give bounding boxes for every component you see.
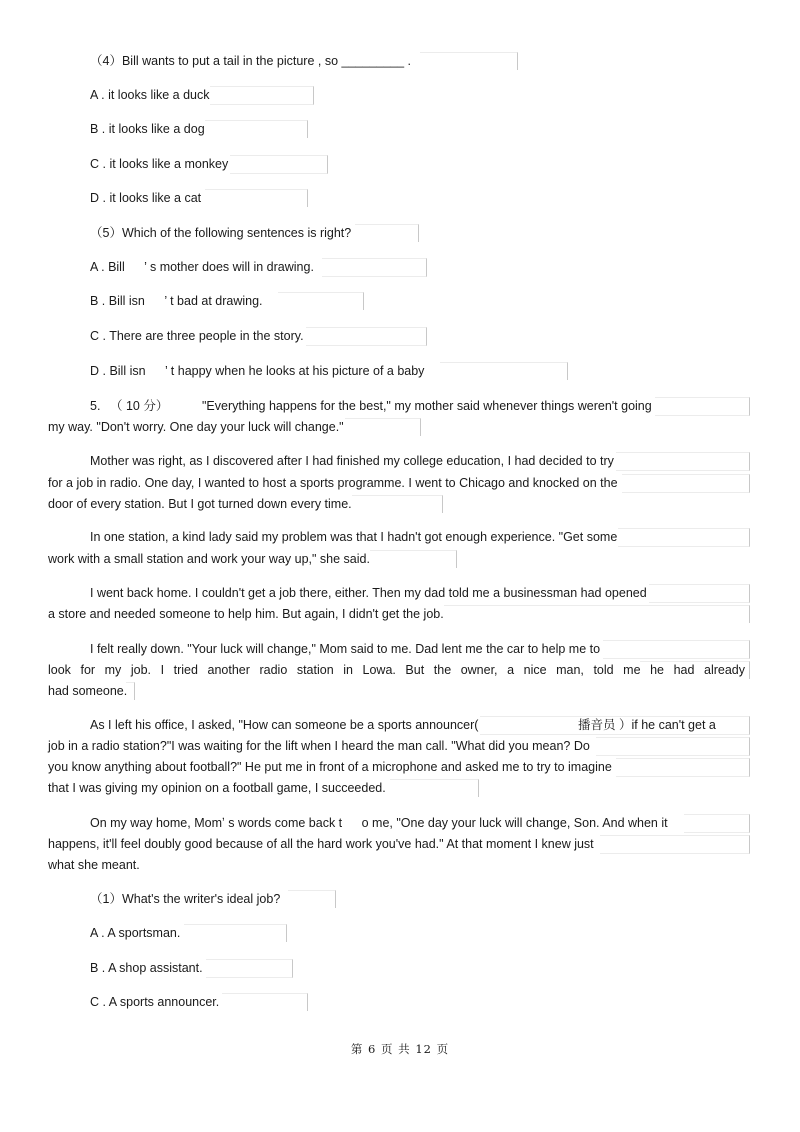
text-frame <box>640 661 750 679</box>
question-4-option-c[interactable]: C . it looks like a monkey <box>90 157 229 171</box>
passage-line: On my way home, Momʼ s words come back t o me, "One day your luck will change, Son. And when it <box>90 816 668 830</box>
text-frame <box>616 452 750 471</box>
text-frame <box>352 495 443 513</box>
text-frame <box>278 292 364 310</box>
passage-line: "Everything happens for the best," my mother said whenever things weren't going <box>202 399 652 413</box>
passage-line: that I was giving my opinion on a football game, I succeeded. <box>48 781 386 795</box>
passage-line: what she meant. <box>48 858 140 872</box>
text-frame <box>126 682 135 700</box>
passage-line: I felt really down. "Your luck will change," Mom said to me. Dad lent me the car to help me to <box>90 642 601 656</box>
text-frame <box>618 528 750 547</box>
sub-question-1-option-c[interactable]: C . A sports announcer. <box>90 995 220 1009</box>
question-5-option-b[interactable]: B . Bill isn ’ t bad at drawing. <box>90 294 263 308</box>
question-4-option-d[interactable]: D . it looks like a cat <box>90 191 202 205</box>
question-5-option-c[interactable]: C . There are three people in the story. <box>90 329 304 343</box>
question-4-option-b[interactable]: B . it looks like a dog <box>90 122 205 136</box>
text-frame <box>622 474 750 493</box>
text-frame <box>355 224 419 242</box>
question-number: 5. <box>90 399 101 413</box>
question-4-stem: （4）Bill wants to put a tail in the picture , so _________ . <box>90 54 412 68</box>
text-frame <box>684 814 750 833</box>
question-4-option-a[interactable]: A . it looks like a duck <box>90 88 210 102</box>
passage-line: As I left his office, I asked, "How can someone be a sports announcer( <box>90 718 479 732</box>
passage-line: Mother was right, as I discovered after I had finished my college education, I had decided to try <box>90 454 614 468</box>
passage-line: 播音员 ）if he can't get a <box>578 718 716 732</box>
passage-line: my way. "Don't worry. One day your luck will change." <box>48 420 344 434</box>
question-points: （ 10 分） <box>110 399 169 413</box>
text-frame <box>205 189 308 207</box>
passage-line: door of every station. But I got turned down every time. <box>48 497 352 511</box>
text-frame <box>596 737 750 756</box>
passage-line: I went back home. I couldn't get a job there, either. Then my dad told me a businessman had opened <box>90 586 647 600</box>
sub-question-1-option-a[interactable]: A . A sportsman. <box>90 926 181 940</box>
text-frame <box>230 155 328 174</box>
passage-line: job in a radio station?"I was waiting for the lift when I heard the man call. "What did you mean? Do <box>48 739 590 753</box>
text-frame <box>205 120 308 138</box>
question-5-option-a[interactable]: A . Bill ’ s mother does will in drawing. <box>90 260 314 274</box>
text-frame <box>480 716 750 735</box>
passage-line: happens, it'll feel doubly good because of all the hard work you've had." At that moment I knew just <box>48 837 594 851</box>
text-frame <box>206 959 293 978</box>
text-frame <box>370 550 457 568</box>
text-frame <box>288 890 336 908</box>
text-frame <box>440 362 568 380</box>
text-frame <box>184 924 287 942</box>
text-frame <box>222 993 308 1011</box>
text-frame <box>210 86 314 105</box>
text-frame <box>649 584 750 603</box>
text-frame <box>345 418 421 436</box>
sub-question-1-stem: （1）What's the writer's ideal job? <box>90 892 281 906</box>
page-footer: 第 6 页 共 12 页 <box>350 1042 450 1056</box>
question-5-stem: （5）Which of the following sentences is right? <box>90 226 352 240</box>
text-frame <box>655 397 750 416</box>
text-frame <box>390 779 479 797</box>
text-frame <box>603 640 750 659</box>
passage-line: look for my job. I tried another radio station in Lowa. But the owner, a nice man, told me he had already <box>48 663 745 677</box>
text-frame <box>616 758 750 777</box>
passage-line: had someone. <box>48 684 128 698</box>
question-5-option-d[interactable]: D . Bill isn ’ t happy when he looks at his picture of a baby <box>90 364 425 378</box>
text-frame <box>420 52 518 70</box>
passage-line: a store and needed someone to help him. But again, I didn't get the job. <box>48 607 444 621</box>
passage-line: you know anything about football?" He put me in front of a microphone and asked me to try to imagine <box>48 760 612 774</box>
sub-question-1-option-b[interactable]: B . A shop assistant. <box>90 961 203 975</box>
text-frame <box>322 258 427 277</box>
text-frame <box>600 835 750 854</box>
text-frame <box>306 327 427 346</box>
text-frame <box>444 605 750 623</box>
passage-line: for a job in radio. One day, I wanted to host a sports programme. I went to Chicago and knocked on the <box>48 476 618 490</box>
passage-line: In one station, a kind lady said my problem was that I hadn't got enough experience. "Get some <box>90 530 618 544</box>
passage-line: work with a small station and work your way up," she said. <box>48 552 370 566</box>
